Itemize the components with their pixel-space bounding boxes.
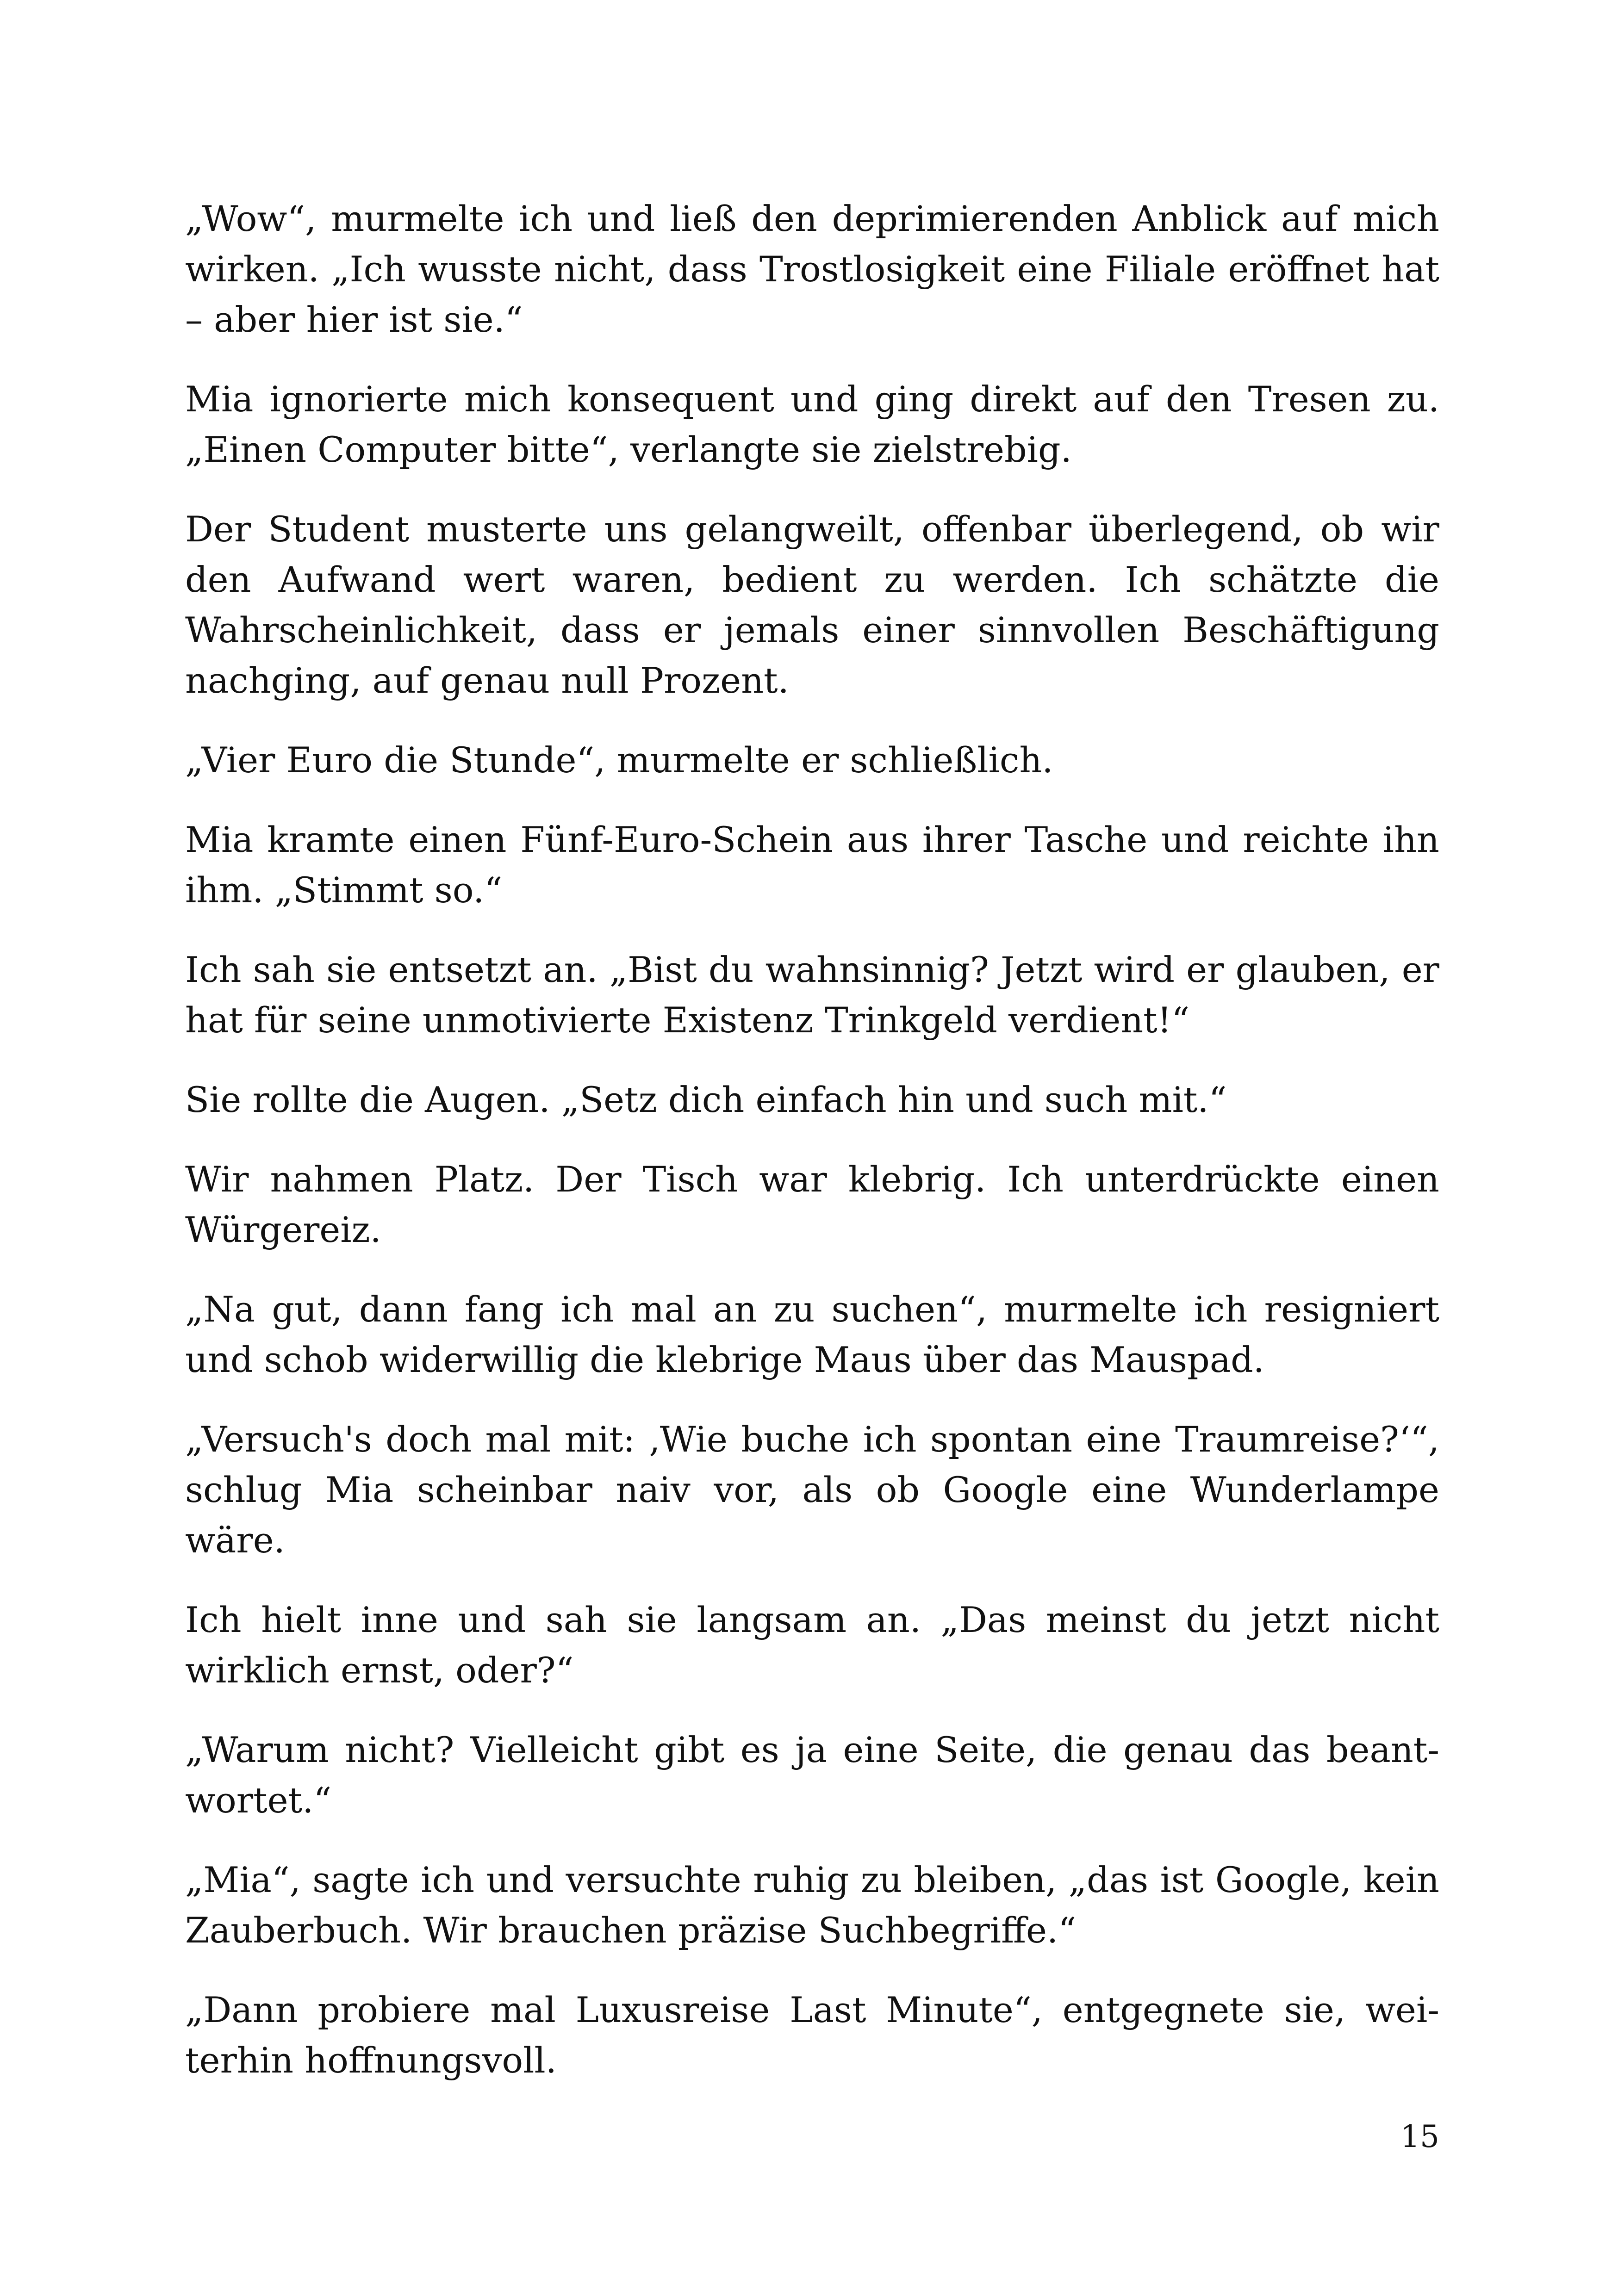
paragraph: „Dann probiere mal Luxusreise Last Minute“, entgegnete sie, weiterhin hoffnungsvoll.	[185, 1989, 1439, 2081]
paragraph: „Versuch's doch mal mit: ‚Wie buche ich spontan eine Traumreise?‘“, schlug Mia scheinbar naiv vor, als ob Google eine Wunderlampe wäre.	[185, 1419, 1439, 1561]
paragraph: „Na gut, dann fang ich mal an zu suchen“, murmelte ich resigniert und schob widerwillig die klebrige Maus über das Mauspad.	[185, 1289, 1439, 1380]
body-text	[185, 193, 1439, 2115]
paragraph: Der Student musterte uns gelangweilt, offenbar überlegend, ob wir den Aufwand wert waren, bedient zu werden. Ich schätzte die Wahrscheinlichkeit, dass er jemals einer sinnvollen Beschäftigung nachging, auf genau null Prozent.	[185, 509, 1439, 701]
paragraph: „Vier Euro die Stunde“, murmelte er schließlich.	[185, 739, 1053, 781]
paragraph: „Wow“, murmelte ich und ließ den deprimierenden Anblick auf mich wirken. „Ich wusste nicht, dass Trostlosigkeit eine Filiale eröffnet hat – aber hier ist sie.“	[185, 198, 1439, 340]
page-number: 15	[1400, 2119, 1439, 2154]
paragraph: Ich hielt inne und sah sie langsam an. „Das meinst du jetzt nicht wirklich ernst, oder?“	[185, 1599, 1439, 1691]
paragraph: „Mia“, sagte ich und versuchte ruhig zu bleiben, „das ist Google, kein Zauberbuch. Wir brauchen präzise Suchbegriffe.“	[185, 1859, 1439, 1951]
paragraph: Sie rollte die Augen. „Setz dich einfach hin und such mit.“	[185, 1079, 1227, 1120]
paragraph: Mia ignorierte mich konsequent und ging direkt auf den Tresen zu. „Einen Computer bitte“, verlangte sie zielstrebig.	[185, 379, 1439, 470]
paragraph: Ich sah sie entsetzt an. „Bist du wahnsinnig? Jetzt wird er glauben, er hat für seine unmotivierte Existenz Trinkgeld verdient!“	[185, 949, 1439, 1041]
paragraph: „Warum nicht? Vielleicht gibt es ja eine Seite, die genau das beantwortet.“	[185, 1729, 1439, 1821]
paragraph: Wir nahmen Platz. Der Tisch war klebrig. Ich unterdrückte einen Würgereiz.	[185, 1159, 1439, 1250]
paragraph: Mia kramte einen Fünf-Euro-Schein aus ihrer Tasche und reichte ihn ihm. „Stimmt so.“	[185, 819, 1439, 911]
